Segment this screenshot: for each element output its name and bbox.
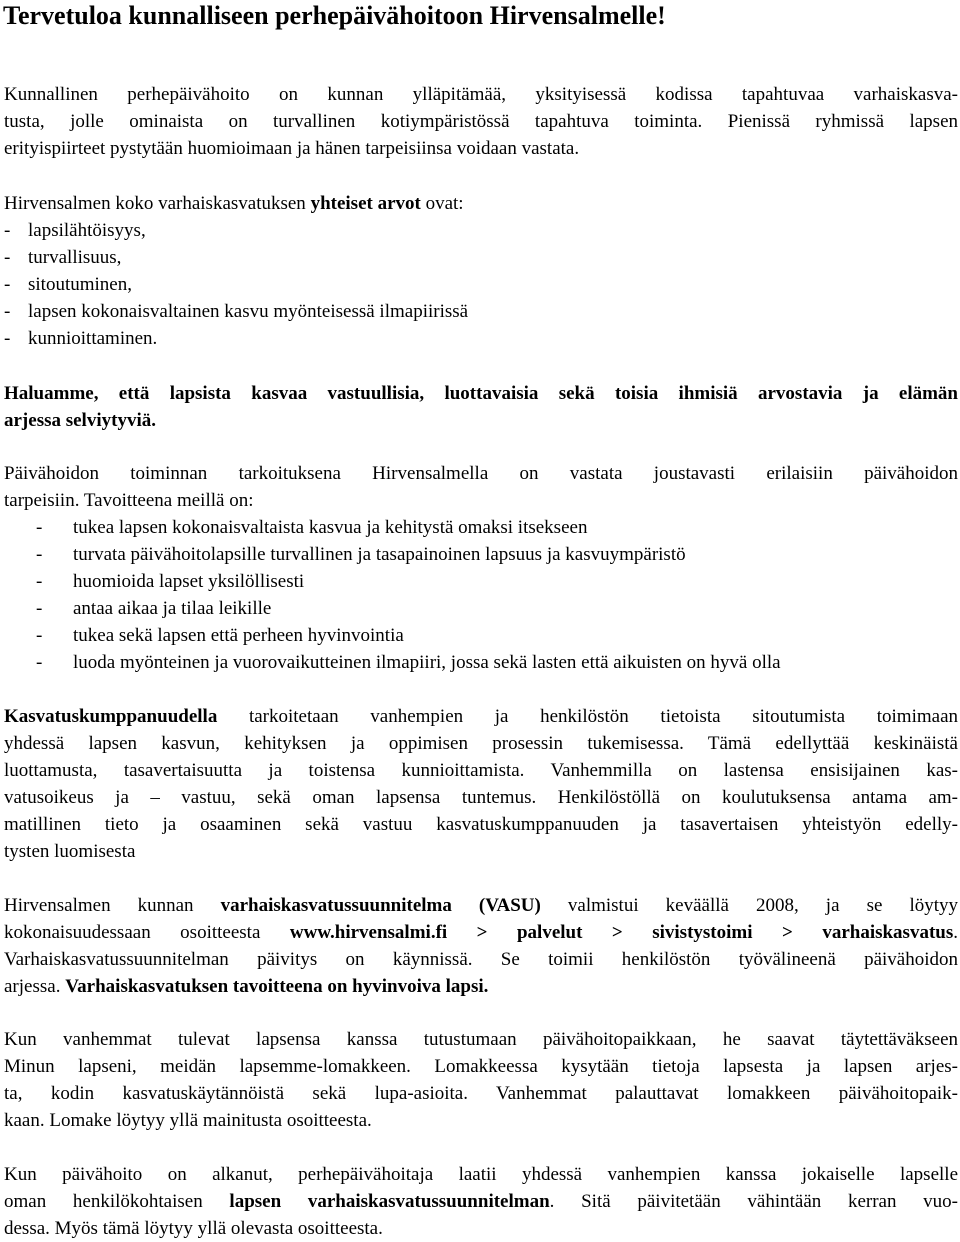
- partnership-line: matillinen tieto ja osaaminen sekä vastuu kasvatuskumppanuuden ja tasavertaisen yhteistyön edelly-: [4, 814, 958, 835]
- list-item-text: kunnioittaminen.: [28, 328, 158, 349]
- plan-line: Kun päivähoito on alkanut, perhepäivähoitaja laatii yhdessä vanhempien kanssa jokaiselle lapselle: [4, 1164, 958, 1185]
- list-item: [4, 541, 781, 568]
- dash: -: [4, 328, 11, 349]
- dash: -: [4, 301, 11, 322]
- dash: -: [36, 517, 43, 538]
- list-item-text: lapsen kokonaisvaltainen kasvu myönteisessä ilmapiirissä: [28, 301, 469, 322]
- vasu-text: Hirvensalmen kunnan: [4, 895, 221, 916]
- values-lead: [4, 190, 958, 217]
- list-item-text: huomioida lapset yksilöllisesti: [73, 571, 305, 592]
- list-item-text: sitoutuminen,: [28, 274, 132, 295]
- partnership-line: luottamusta, tasavertaisuutta ja toistensa kunnioittamista. Vanhemmilla on lastensa ensisijainen kas-: [4, 760, 958, 781]
- values-lead-tail: ovat:: [420, 193, 464, 214]
- intro-paragraph: [4, 81, 958, 162]
- list-item: [4, 514, 781, 541]
- list-item: [4, 622, 781, 649]
- vasu-text: valmistui keväällä 2008, ja se löytyy: [540, 895, 959, 916]
- list-item-text: turvallisuus,: [28, 247, 122, 268]
- goals-lead: [4, 460, 958, 514]
- vasu-term: varhaiskasvatussuunnitelma (VASU): [220, 895, 541, 916]
- list-item-text: tukea lapsen kokonaisvaltaista kasvua ja kehitystä omaksi itsekseen: [73, 517, 588, 538]
- dash: -: [36, 544, 43, 565]
- values-lead-bold: yhteiset arvot: [310, 193, 421, 214]
- list-item: [4, 271, 468, 298]
- partnership-line: vatusoikeus ja – vastuu, sekä oman lapsensa tuntemus. Henkilöstöllä on koulutuksensa antama am-: [4, 787, 958, 808]
- form-line: kaan. Lomake löytyy yllä mainitusta osoitteesta.: [4, 1110, 372, 1131]
- mission-statement: [4, 380, 958, 434]
- intro-line: Kunnallinen perhepäivähoito on kunnan ylläpitämää, yksityisessä kodissa tapahtuvaa varhaiskasva-: [4, 84, 958, 105]
- partnership-line: tarkoitetaan vanhempien ja henkilöstön tietoista sitoutumista toimimaan: [217, 706, 958, 727]
- list-item: [4, 595, 781, 622]
- partnership-term: Kasvatuskumppanuudella: [4, 706, 218, 727]
- vasu-text: arjessa.: [4, 976, 66, 997]
- list-item: [4, 568, 781, 595]
- goals-list: [4, 514, 781, 676]
- statement-line: arjessa selviytyviä.: [4, 410, 156, 431]
- dash: -: [4, 247, 11, 268]
- intro-line: erityispiirteet pystytään huomioimaan ja hänen tarpeisiinsa voidaan vastata.: [4, 138, 580, 159]
- dash: -: [36, 652, 43, 673]
- plan-text: . Sitä päivitetään vähintään kerran vuo-: [549, 1191, 958, 1212]
- vasu-web-address: www.hirvensalmi.fi > palvelut > sivistystoimi > varhaiskasvatus: [289, 922, 954, 943]
- plan-paragraph: [4, 1161, 958, 1242]
- partnership-paragraph: [4, 703, 958, 865]
- list-item: [4, 298, 468, 325]
- form-line: Kun vanhemmat tulevat lapsensa kanssa tutustumaan päivähoitopaikkaan, he saavat täytettäväkseen: [4, 1029, 958, 1050]
- list-item: [4, 649, 781, 676]
- plan-line: dessa. Myös tämä löytyy yllä olevasta osoitteesta.: [4, 1218, 383, 1239]
- dash: -: [4, 220, 11, 241]
- vasu-text: .: [953, 922, 958, 943]
- values-list: [4, 217, 468, 352]
- list-item-text: turvata päivähoitolapsille turvallinen ja tasapainoinen lapsuus ja kasvuympäristö: [73, 544, 686, 565]
- vasu-paragraph: [4, 892, 958, 1000]
- list-item: [4, 217, 468, 244]
- form-paragraph: [4, 1026, 958, 1134]
- page-title: Tervetuloa kunnalliseen perhepäivähoitoon Hirvensalmelle!: [3, 1, 666, 30]
- partnership-line: yhdessä lapsen kasvun, kehityksen ja oppimisen prosessin tukemisessa. Tämä edellyttää keskinäistä: [4, 733, 958, 754]
- dash: -: [36, 571, 43, 592]
- dash: -: [4, 274, 11, 295]
- list-item-text: antaa aikaa ja tilaa leikille: [73, 598, 272, 619]
- goals-line: Päivähoidon toiminnan tarkoituksena Hirvensalmella on vastata joustavasti erilaisiin päivähoidon: [4, 463, 958, 484]
- form-line: Minun lapseni, meidän lapsemme-lomakkeen. Lomakkeessa kysytään tietoja lapsesta ja lapsen arjes-: [4, 1056, 958, 1077]
- list-item: [4, 325, 468, 352]
- dash: -: [36, 625, 43, 646]
- statement-line: Haluamme, että lapsista kasvaa vastuullisia, luottavaisia sekä toisia ihmisiä arvostavia ja elämän: [4, 383, 958, 404]
- vasu-line: Varhaiskasvatussuunnitelman päivitys on käynnissä. Se toimii henkilöstön työvälineenä päivähoidon: [4, 949, 958, 970]
- list-item-text: tukea sekä lapsen että perheen hyvinvointia: [73, 625, 404, 646]
- list-item-text: luoda myönteinen ja vuorovaikutteinen ilmapiiri, jossa sekä lasten että aikuisten on hyvä olla: [73, 652, 781, 673]
- vasu-goal: Varhaiskasvatuksen tavoitteena on hyvinvoiva lapsi.: [65, 976, 489, 997]
- list-item: [4, 244, 468, 271]
- plan-text: oman henkilökohtaisen: [4, 1191, 230, 1212]
- vasu-text: kokonaisuudessaan osoitteesta: [4, 922, 290, 943]
- dash: -: [36, 598, 43, 619]
- values-lead-text: Hirvensalmen koko varhaiskasvatuksen: [4, 193, 311, 214]
- list-item-text: lapsilähtöisyys,: [28, 220, 146, 241]
- partnership-line: tysten luomisesta: [4, 841, 136, 862]
- form-line: ta, kodin kasvatuskäytännöistä sekä lupa-asioita. Vanhemmat palauttavat lomakkeen päivähoitopaik-: [4, 1083, 958, 1104]
- goals-line: tarpeisiin. Tavoitteena meillä on:: [4, 490, 254, 511]
- intro-line: tusta, jolle ominaista on turvallinen kotiympäristössä tapahtuva toiminta. Pienissä ryhmissä lapsen: [4, 111, 958, 132]
- plan-term: lapsen varhaiskasvatussuunnitelman: [229, 1191, 550, 1212]
